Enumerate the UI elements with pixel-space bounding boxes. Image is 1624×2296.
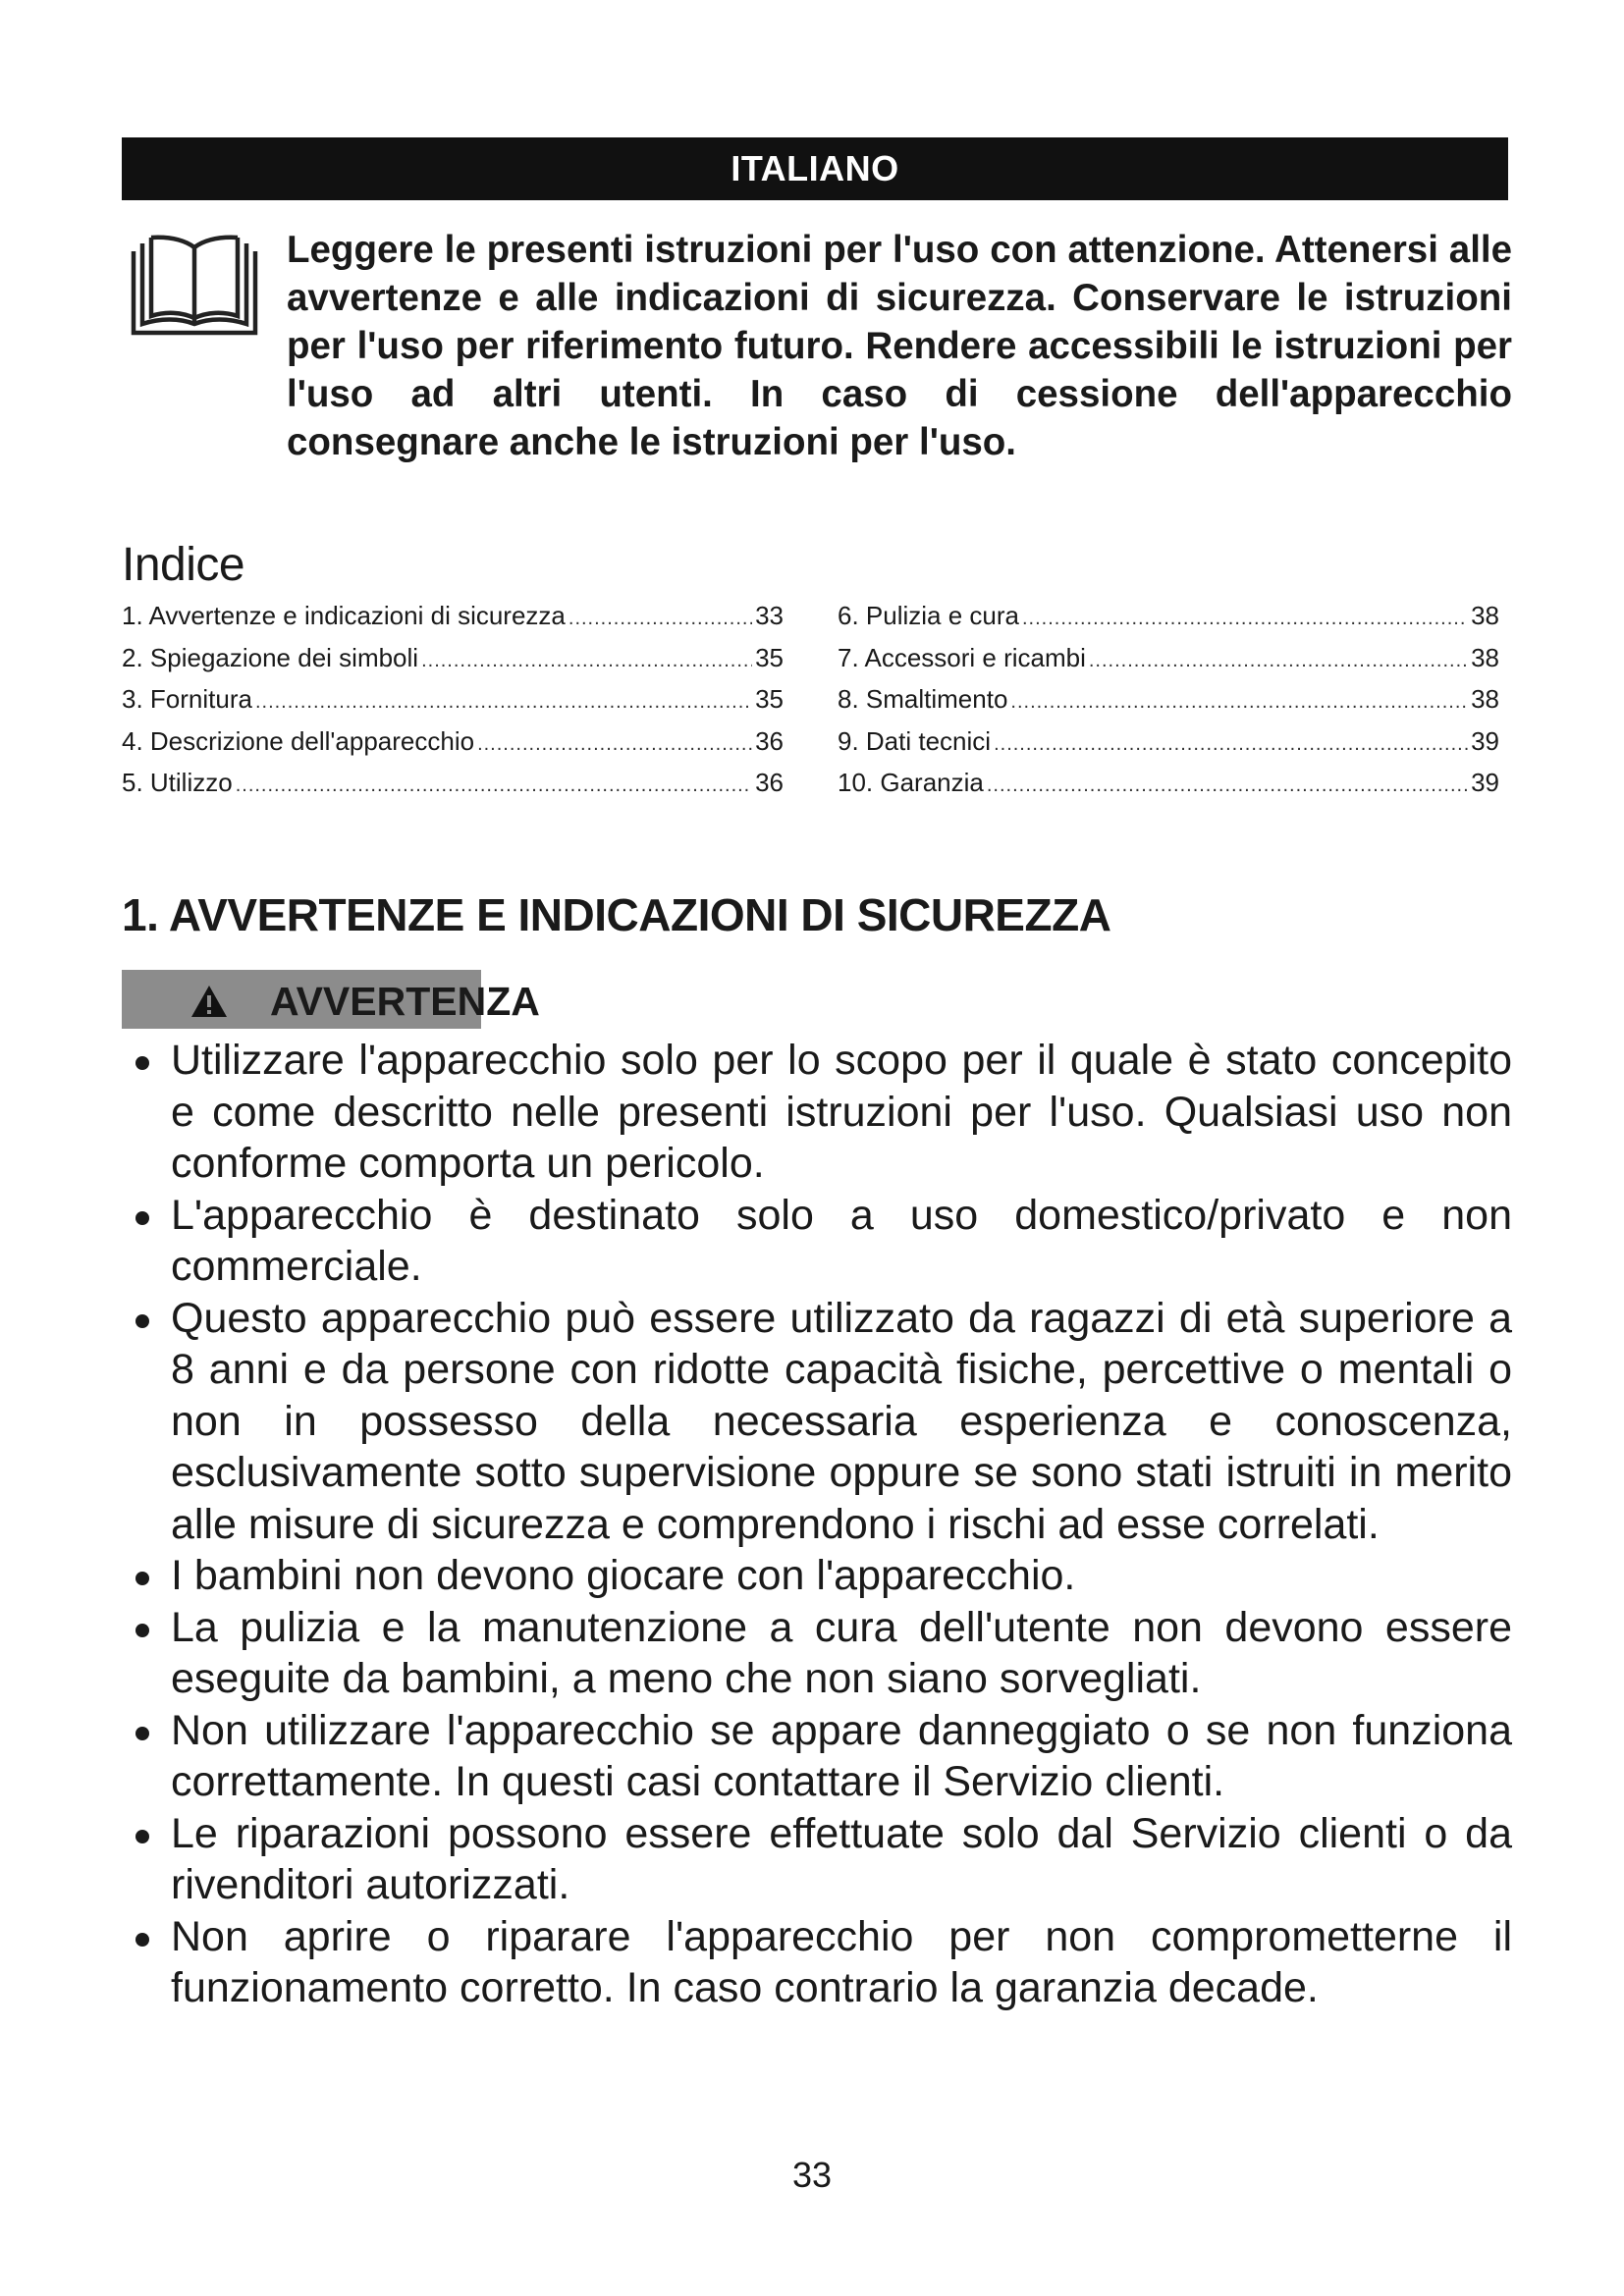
toc-entry[interactable]: 6. Pulizia e cura ..... 38: [838, 597, 1499, 639]
book-icon: [131, 234, 258, 336]
toc-entry[interactable]: 9. Dati tecnici ..... 39: [838, 722, 1499, 765]
bullet-icon: [135, 1933, 149, 1947]
list-item: La pulizia e la manutenzione a cura dell'utente non devono essere eseguite da bambini, a meno che non siano sorvegliati.: [130, 1602, 1512, 1705]
toc-entry[interactable]: 10. Garanzia ..... 39: [838, 764, 1499, 806]
toc-entry[interactable]: 1. Avvertenze e indicazioni di sicurezza ..... 33: [122, 597, 784, 639]
list-item: Questo apparecchio può essere utilizzato da ragazzi di età superiore a 8 anni e da persone con ridotte capacità fisiche, percettive o mentali o non in possesso della necessaria esperienza e conoscenza, esclusivamente sotto supervisione oppure se sono stati istruiti in merito alle misure di sicurezza e comprendono i rischi ad esse correlati.: [130, 1293, 1512, 1551]
safety-list: [130, 1035, 1512, 2014]
toc-entry[interactable]: 8. Smaltimento ..... 38: [838, 680, 1499, 722]
bullet-icon: [135, 1572, 149, 1585]
toc-entry[interactable]: 2. Spiegazione dei simboli ..... 35: [122, 639, 784, 681]
language-header: ITALIANO: [122, 137, 1508, 200]
bullet-icon: [135, 1727, 149, 1740]
warning-triangle-icon: [189, 984, 229, 1019]
toc-entry[interactable]: 5. Utilizzo ..... 36: [122, 764, 784, 806]
section-title: 1. AVVERTENZE E INDICAZIONI DI SICUREZZA: [122, 889, 1111, 940]
list-item: L'apparecchio è destinato solo a uso domestico/privato e non commerciale.: [130, 1190, 1512, 1293]
list-item: I bambini non devono giocare con l'apparecchio.: [130, 1550, 1512, 1602]
list-item: Non utilizzare l'apparecchio se appare danneggiato o se non funziona correttamente. In questi casi contattare il Servizio clienti.: [130, 1705, 1512, 1808]
warning-label: AVVERTENZA: [270, 978, 540, 1024]
list-item: Utilizzare l'apparecchio solo per lo scopo per il quale è stato concepito e come descritto nelle presenti istruzioni per l'uso. Qualsiasi uso non conforme comporta un pericolo.: [130, 1035, 1512, 1190]
toc-right-column: [838, 597, 1499, 806]
index-title: Indice: [122, 539, 245, 591]
list-item: Le riparazioni possono essere effettuate solo dal Servizio clienti o da rivenditori autorizzati.: [130, 1808, 1512, 1911]
intro-text: Leggere le presenti istruzioni per l'uso con attenzione. Attenersi alle avvertenze e alle indicazioni di sicurezza. Conservare le istruzioni per l'uso per riferimento futuro. Rendere accessibili le istruzioni per l'uso ad altri utenti. In caso di cessione dell'apparecchio consegnare anche le istruzioni per l'uso.: [287, 229, 1512, 463]
bullet-icon: [135, 1056, 149, 1070]
bullet-icon: [135, 1314, 149, 1328]
toc-entry[interactable]: 4. Descrizione dell'apparecchio ..... 36: [122, 722, 784, 765]
bullet-icon: [135, 1624, 149, 1637]
toc-entry[interactable]: 7. Accessori e ricambi ..... 38: [838, 639, 1499, 681]
list-item: Non aprire o riparare l'apparecchio per non comprometterne il funzionamento corretto. In caso contrario la garanzia decade.: [130, 1911, 1512, 2014]
bullet-icon: [135, 1211, 149, 1225]
page-number: 33: [791, 2155, 833, 2195]
warning-heading: [189, 974, 540, 1029]
bullet-icon: [135, 1830, 149, 1843]
toc-entry[interactable]: 3. Fornitura ..... 35: [122, 680, 784, 722]
toc-left-column: [122, 597, 784, 806]
